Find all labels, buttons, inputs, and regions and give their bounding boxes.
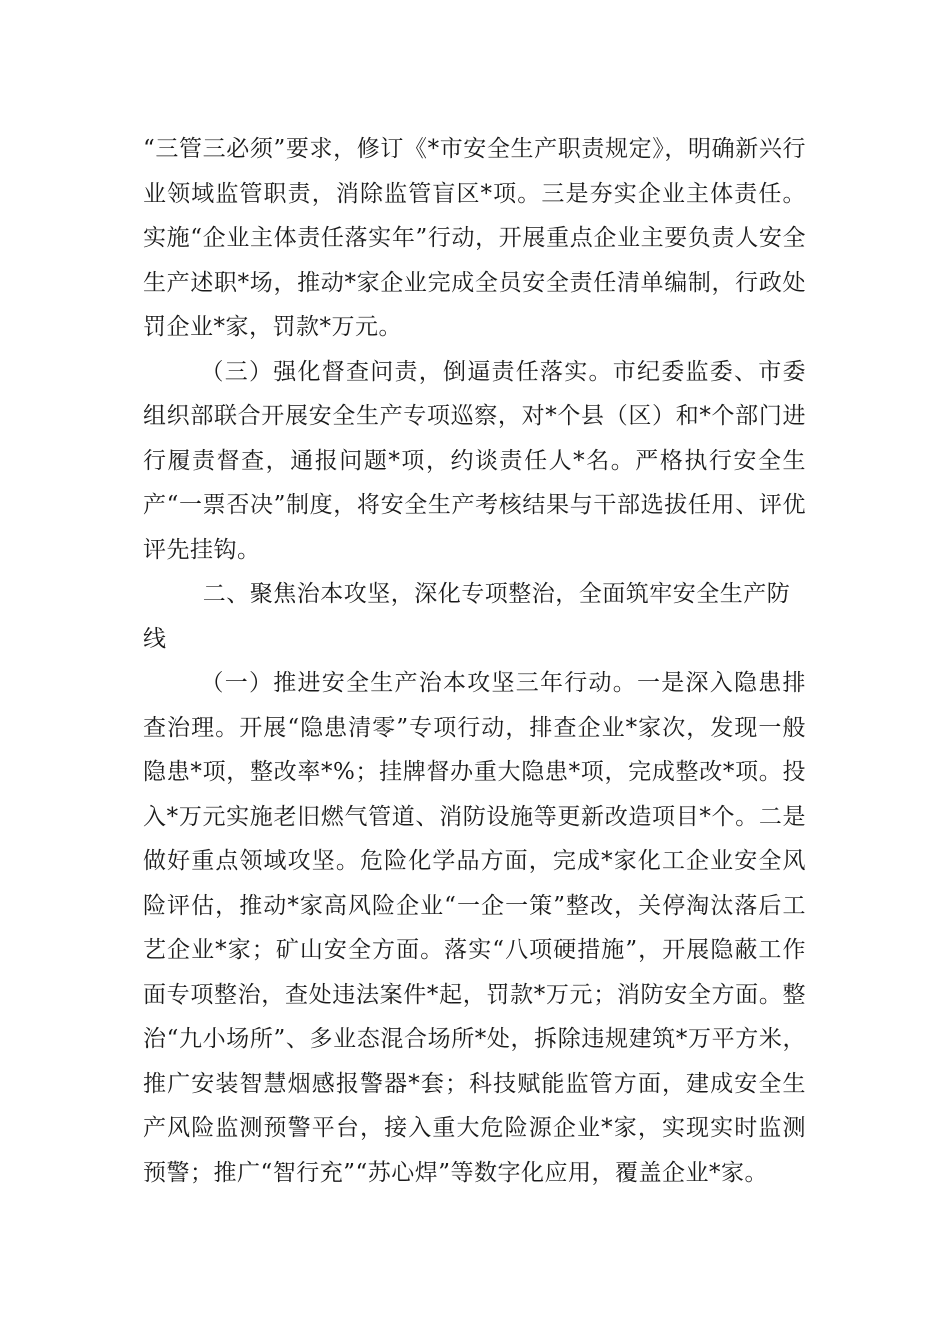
paragraph-three-year-action: （一）推进安全生产治本攻坚三年行动。一是深入隐患排查治理。开展“隐患清零”专项行动，排查企业*家次，发现一般隐患*项，整改率*%；挂牌督办重大隐患*项，完成整改*项。投入*万元实施老旧燃气管道、消防设施等更新改造项目*个。二是做好重点领域攻坚。危险化学品方面，完成*家化工企业安全风险评估，推动*家高风险企业“一企一策”整改，关停淘汰落后工艺企业*家；矿山安全方面。落实“八项硬措施”，开展隐蔽工作面专项整治，查处违法案件*起，罚款*万元；消防安全方面。整治“九小场所”、多业态混合场所*处，拆除违规建筑*万平方米，推广安装智慧烟感报警器*套；科技赋能监管方面，建成安全生产风险监测预警平台，接入重大危险源企业*家，实现实时监测预警；推广“智行充”“苏心焊”等数字化应用，覆盖企业*家。 bbox=[143, 670, 806, 1186]
document-body bbox=[143, 127, 806, 1195]
paragraph-continuation: “三管三必须”要求，修订《*市安全生产职责规定》，明确新兴行业领域监管职责，消除监管盲区*项。三是夯实企业主体责任。实施“企业主体责任落实年”行动，开展重点企业主要负责人安全生产述职*场，推动*家企业完成全员安全责任清单编制，行政处罚企业*家，罚款*万元。 bbox=[143, 136, 806, 340]
paragraph-supervision-accountability: （三）强化督查问责，倒逼责任落实。市纪委监委、市委组织部联合开展安全生产专项巡察，对*个县（区）和*个部门进行履责督查，通报问题*项，约谈责任人*名。严格执行安全生产“一票否决”制度，将安全生产考核结果与干部选拔任用、评优评先挂钩。 bbox=[143, 358, 806, 563]
section-heading-two: 二、聚焦治本攻坚，深化专项整治，全面筑牢安全生产防线 bbox=[143, 581, 791, 652]
